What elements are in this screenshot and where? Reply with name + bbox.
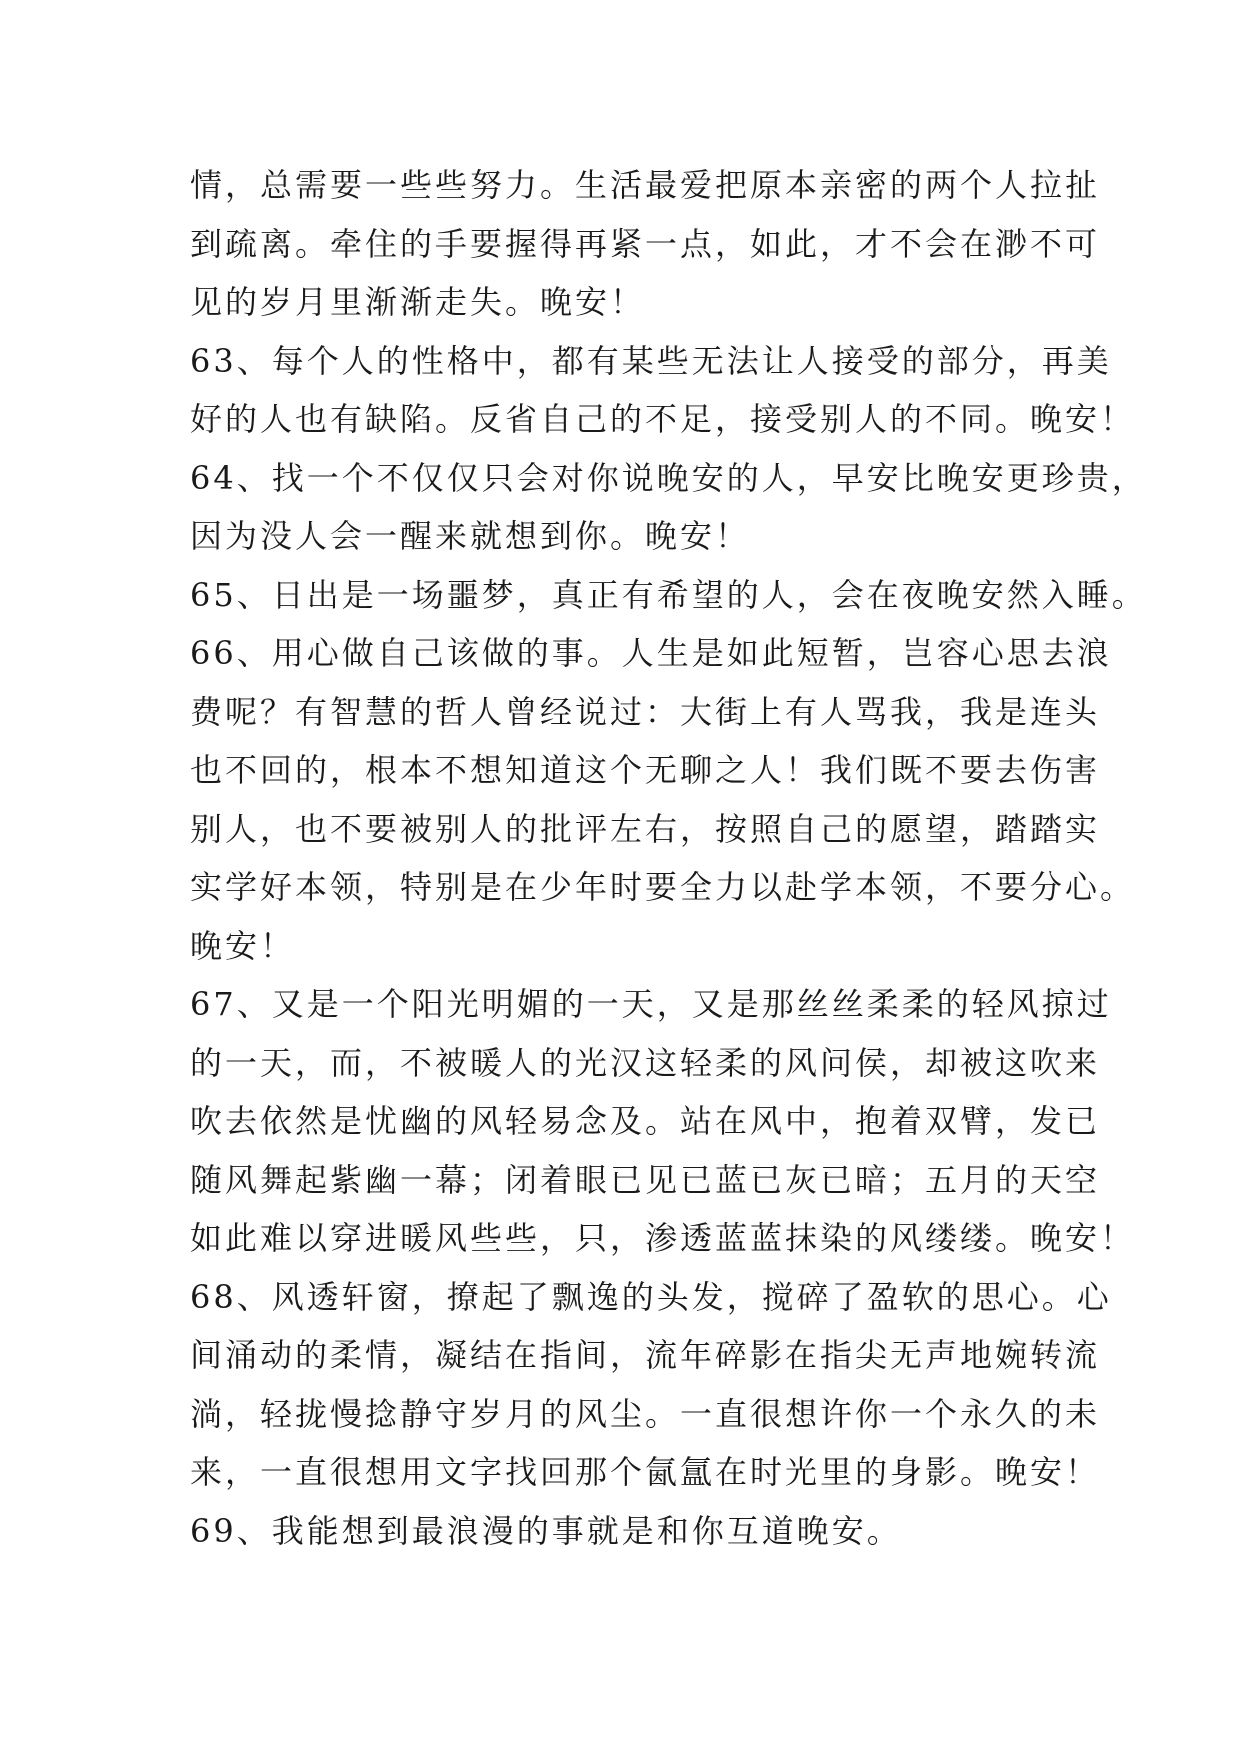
text-line: 64、找一个不仅仅只会对你说晚安的人，早安比晚安更珍贵， bbox=[190, 458, 1147, 497]
text-line: 68、风透轩窗，撩起了飘逸的头发，搅碎了盈软的思心。心 bbox=[190, 1277, 1112, 1316]
text-line: 63、每个人的性格中，都有某些无法让人接受的部分，再美 bbox=[190, 341, 1112, 380]
text-line: 实学好本领，特别是在少年时要全力以赴学本领，不要分心。 bbox=[190, 868, 1136, 906]
text-line: 吹去依然是忧幽的风轻易念及。站在风中，抱着双臂，发已 bbox=[190, 1102, 1101, 1140]
text-line: 间涌动的柔情，凝结在指间，流年碎影在指尖无声地婉转流 bbox=[190, 1336, 1101, 1374]
text-line: 淌，轻拢慢捻静守岁月的风尘。一直很想许你一个永久的未 bbox=[190, 1394, 1101, 1433]
text-line: 到疏离。牵住的手要握得再紧一点，如此，才不会在渺不可 bbox=[190, 224, 1101, 263]
body-text bbox=[190, 156, 1147, 1560]
text-line: 65、日出是一场噩梦，真正有希望的人，会在夜晚安然入睡。 bbox=[190, 575, 1147, 614]
text-line: 好的人也有缺陷。反省自己的不足，接受别人的不同。晚安！ bbox=[190, 400, 1136, 438]
text-line: 因为没人会一醒来就想到你。晚安！ bbox=[190, 517, 751, 555]
text-line: 69、我能想到最浪漫的事就是和你互道晚安。 bbox=[190, 1511, 902, 1550]
text-line: 别人，也不要被别人的批评左右，按照自己的愿望，踏踏实 bbox=[190, 809, 1101, 848]
text-line: 如此难以穿进暖风些些，只，渗透蓝蓝抹染的风缕缕。晚安！ bbox=[190, 1219, 1136, 1257]
text-line: 的一天，而，不被暖人的光汉这轻柔的风问侯，却被这吹来 bbox=[190, 1043, 1101, 1082]
text-line: 来，一直很想用文字找回那个氤氲在时光里的身影。晚安！ bbox=[190, 1453, 1101, 1491]
text-line: 费呢？有智慧的哲人曾经说过：大街上有人骂我，我是连头 bbox=[190, 692, 1101, 731]
text-line: 随风舞起紫幽一幕；闭着眼已见已蓝已灰已暗；五月的天空 bbox=[190, 1160, 1101, 1199]
text-line: 也不回的，根本不想知道这个无聊之人！我们既不要去伤害 bbox=[190, 751, 1101, 789]
text-line: 67、又是一个阳光明媚的一天，又是那丝丝柔柔的轻风掠过 bbox=[190, 985, 1112, 1023]
text-line: 晚安！ bbox=[190, 926, 296, 965]
text-line: 见的岁月里渐渐走失。晚安！ bbox=[190, 283, 646, 321]
text-line: 66、用心做自己该做的事。人生是如此短暂，岂容心思去浪 bbox=[190, 634, 1112, 672]
text-line: 情，总需要一些些努力。生活最爱把原本亲密的两个人拉扯 bbox=[190, 166, 1101, 204]
